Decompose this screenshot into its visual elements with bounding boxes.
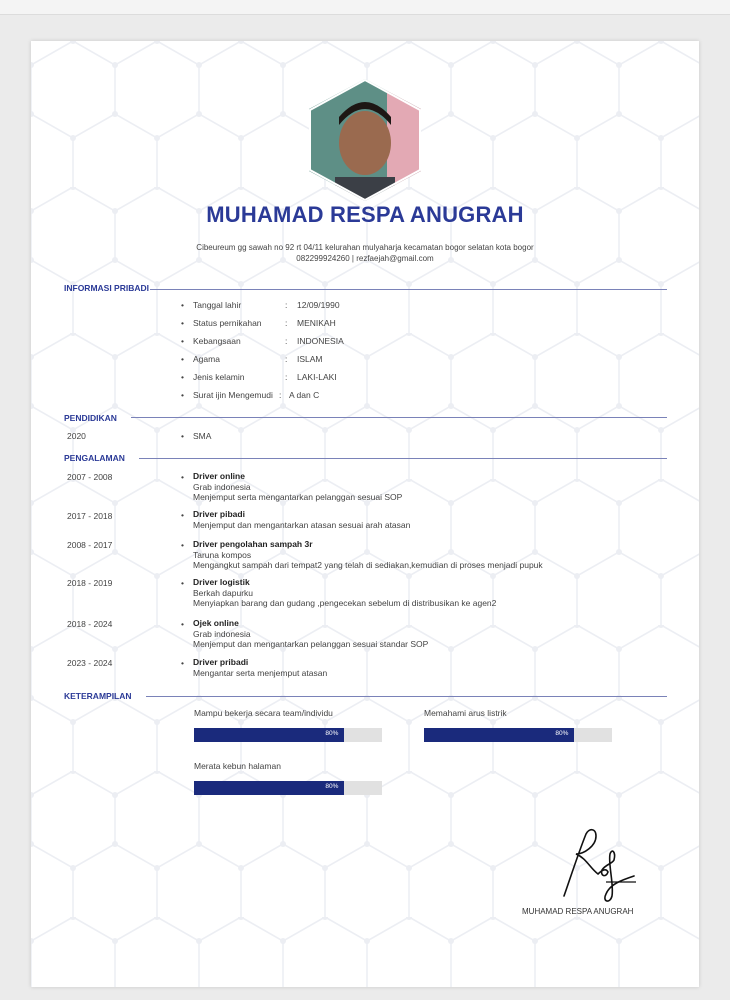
education-school: SMA [193,431,212,441]
address-text: Cibeureum gg sawah no 92 rt 04/11 kelurahan mulyaharja kecamatan bogor selatan kota bogor [196,243,534,252]
skill-label: Memahami arus listrik [424,708,507,718]
skill-bar-fill: 80% [424,728,574,742]
section-title-skills: KETERAMPILAN [64,691,132,701]
browser-top-bar [0,0,730,15]
cv-page: MUHAMAD RESPA ANUGRAH Cibeureum gg sawah no 92 rt 04/11 kelurahan mulyaharja kecamatan bogor selatan kota bogor 082299924260 | rezfaejah@gmail.com INFORMASI PRIBADI • Tanggal lahir : 12/09/1990 • Status pernikahan : MENIKAH • Kebangsaan : INDONESIA • Agama : ISLAM • Jenis kelamin : LAKI-LAKI • Surat ijin Mengemudi : A dan C PENDIDIKAN 2020 • SMA PENGALAMAN 2007 - 2008 • Driver online Grab indonesia Menjemput serta mengantarkan pelanggan sesuai SOP 2017 - 2018 • Driver pibadi Menjemput dan mengantarkan atasan sesuai arah atasan 2008 - 2017 • Driver pengolahan sampah 3r Taruna kompos Mengangkut sampah dari tempat2 yang telah di sediakan,kemudian di proses menjadi pupuk 2018 - 2019 • Driver logistik Berkah dapurku Menyiapkan barang dan gudang ,pengecekan sebelum di distribusikan ke agen2 2018 - 2024 • Ojek online Grab indonesia Menjemput dan mengantarkan pelanggan sesuai standar SOP 2023 - 2024 • Driver pribadi Mengantar serta menjemput atasan KETERAMPILAN Mampu bekerja secara team/individu 80% Memahami arus listrik 80% Merata kebun halaman 80% MUHAMAD RESPA ANUGRAH [31,41,699,987]
section-title-personal: INFORMASI PRIBADI [64,283,149,293]
signature-name: MUHAMAD RESPA ANUGRAH [522,907,634,916]
experience-period: 2023 - 2024 [67,658,113,668]
skill-bar [194,728,382,742]
handwritten-signature [556,824,646,904]
experience-period: 2018 - 2019 [67,578,113,588]
experience-entry: Driver logistik Berkah dapurku Menyiapkan barang dan gudang ,pengecekan sebelum di distribusikan ke agen2 [193,577,497,608]
experience-period: 2017 - 2018 [67,511,113,521]
experience-entry: Driver online Grab indonesia Menjemput serta mengantarkan pelanggan sesuai SOP [193,471,403,502]
section-divider [146,696,667,697]
phone-email-text: 082299924260 | rezfaejah@gmail.com [296,254,434,263]
experience-entry: Driver pengolahan sampah 3r Taruna kompos Mengangkut sampah dari tempat2 yang telah di sediakan,kemudian di proses menjadi pupuk [193,539,543,570]
skill-bar-fill: 80% [194,728,344,742]
experience-entry: Driver pribadi Mengantar serta menjemput atasan [193,657,328,678]
skill-bar-fill: 80% [194,781,344,795]
section-divider [139,458,667,459]
skill-label: Mampu bekerja secara team/individu [194,708,333,718]
education-year: 2020 [67,431,86,441]
experience-period: 2007 - 2008 [67,472,113,482]
experience-entry: Driver pibadi Menjemput dan mengantarkan atasan sesuai arah atasan [193,509,411,530]
experience-entry: Ojek online Grab indonesia Menjemput dan mengantarkan pelanggan sesuai standar SOP [193,618,429,649]
section-divider [150,289,667,290]
profile-photo [309,79,421,201]
skill-bar [424,728,612,742]
section-divider [131,417,667,418]
contact-block [31,242,699,264]
experience-period: 2018 - 2024 [67,619,113,629]
skill-label: Merata kebun halaman [194,761,281,771]
experience-period: 2008 - 2017 [67,540,113,550]
section-title-education: PENDIDIKAN [64,413,117,423]
skill-bar [194,781,382,795]
section-title-experience: PENGALAMAN [64,453,125,463]
candidate-name: MUHAMAD RESPA ANUGRAH [206,202,524,227]
